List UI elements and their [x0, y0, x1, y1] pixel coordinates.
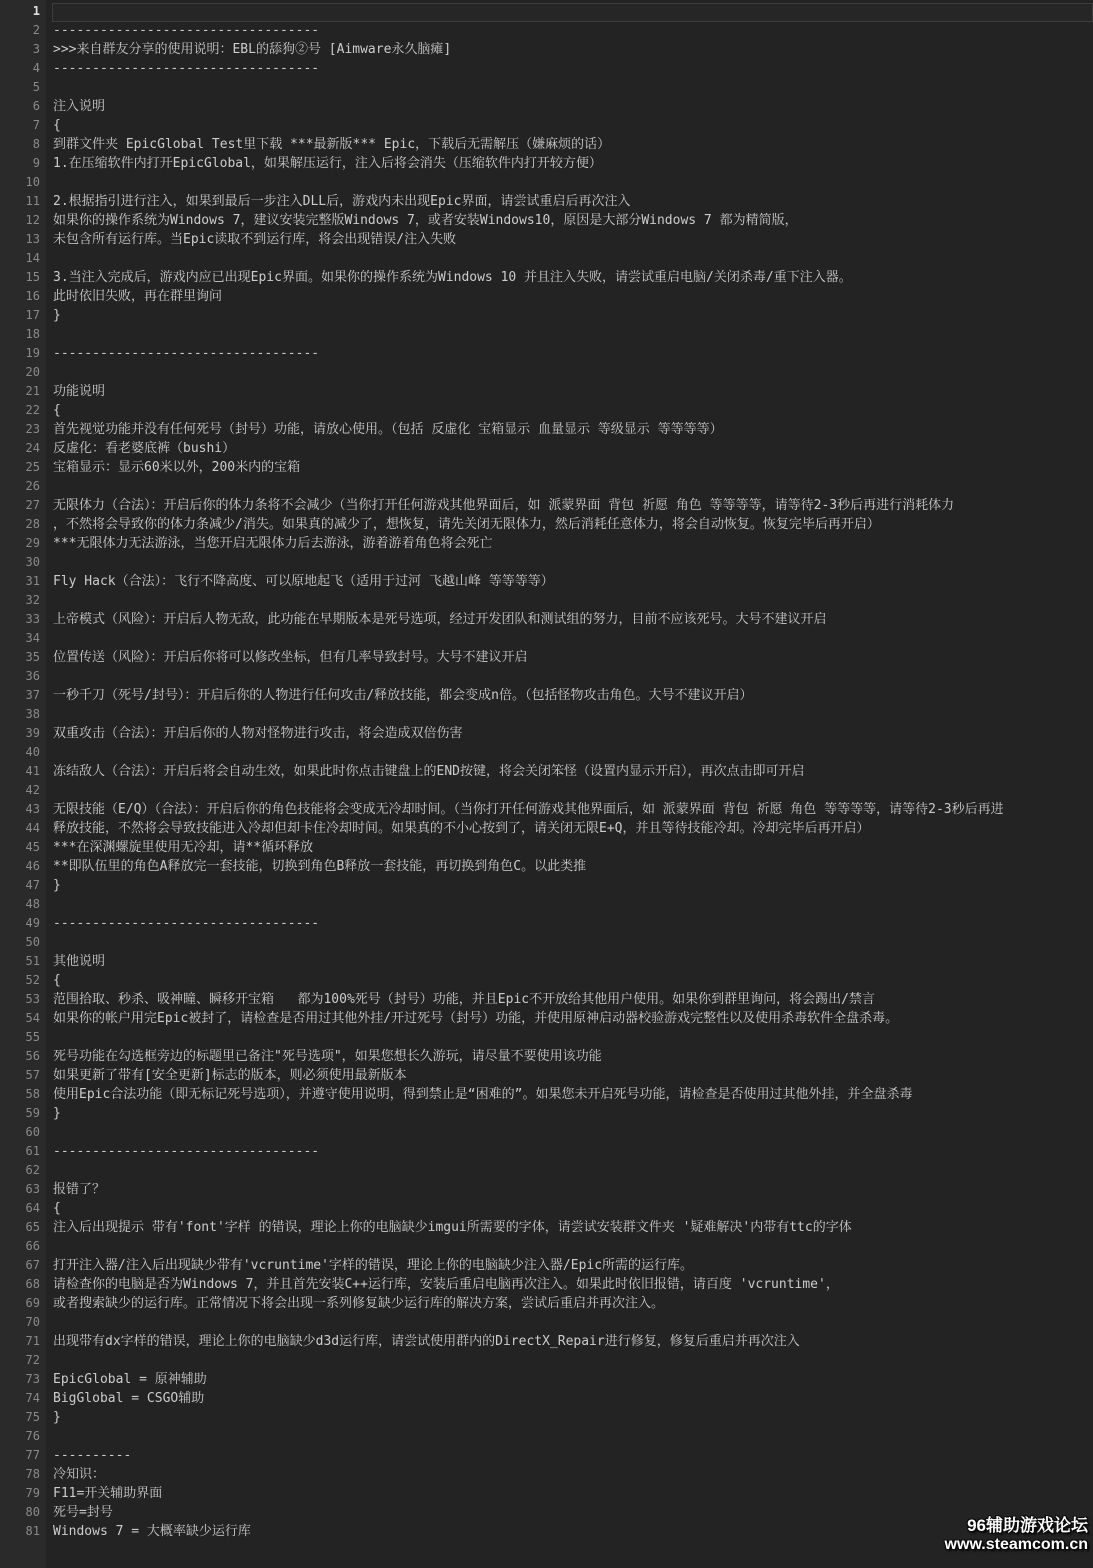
line-number: 52: [25, 973, 40, 987]
line-number: 13: [25, 232, 40, 246]
line-number: 64: [25, 1201, 40, 1215]
code-line[interactable]: [0, 534, 1093, 553]
line-text[interactable]: {: [53, 403, 61, 418]
line-number: 27: [25, 498, 40, 512]
line-text[interactable]: {: [53, 973, 61, 988]
line-number: 63: [25, 1182, 40, 1196]
line-number: 68: [25, 1277, 40, 1291]
code-line[interactable]: [0, 287, 1093, 306]
line-text[interactable]: ----------------------------------: [53, 346, 320, 361]
code-line[interactable]: [0, 1351, 1093, 1370]
line-number: 61: [25, 1144, 40, 1158]
line-number: 38: [25, 707, 40, 721]
line-text[interactable]: 位置传送（风险）：开启后你将可以修改坐标，但有几率导致封号。大号不建议开启: [53, 650, 528, 665]
code-line[interactable]: [0, 591, 1093, 610]
line-number: 2: [32, 23, 40, 37]
code-line[interactable]: [0, 648, 1093, 667]
line-text[interactable]: ***在深渊螺旋里使用无冷却，请**循环释放: [53, 840, 314, 855]
code-line[interactable]: [0, 21, 1093, 40]
code-line[interactable]: [0, 59, 1093, 78]
line-text[interactable]: }: [53, 308, 61, 323]
line-number: 5: [32, 80, 40, 94]
line-number: 37: [25, 688, 40, 702]
line-number: 48: [25, 897, 40, 911]
line-number: 9: [32, 156, 40, 170]
line-text[interactable]: 反虚化：看老婆底裤（bushi）: [53, 441, 236, 456]
line-text[interactable]: 注入后出现提示 带有'font'字样 的错误，理论上你的电脑缺少imgui所需要的字体，请尝试安装群文件夹 '疑难解决'内带有ttc的字体: [53, 1220, 852, 1235]
line-number: 7: [32, 118, 40, 132]
code-line[interactable]: [0, 1427, 1093, 1446]
line-number: 78: [25, 1467, 40, 1481]
code-line[interactable]: [0, 230, 1093, 249]
line-number: 67: [25, 1258, 40, 1272]
code-line[interactable]: [0, 933, 1093, 952]
line-text[interactable]: 出现带有dx字样的错误，理论上你的电脑缺少d3d运行库，请尝试使用群内的DirectX_Repair进行修复，修复后重启并再次注入: [53, 1334, 800, 1349]
line-text[interactable]: 死号=封号: [53, 1505, 113, 1520]
line-number: 24: [25, 441, 40, 455]
line-number: 23: [25, 422, 40, 436]
code-line[interactable]: [0, 914, 1093, 933]
line-number: 43: [25, 802, 40, 816]
line-number: 32: [25, 593, 40, 607]
code-line[interactable]: [0, 1218, 1093, 1237]
line-number: 29: [25, 536, 40, 550]
line-number: 8: [32, 137, 40, 151]
line-text[interactable]: }: [53, 878, 61, 893]
line-number: 65: [25, 1220, 40, 1234]
line-number: 55: [25, 1030, 40, 1044]
line-number: 18: [25, 327, 40, 341]
line-number: 66: [25, 1239, 40, 1253]
line-number: 14: [25, 251, 40, 265]
line-number: 74: [25, 1391, 40, 1405]
code-line[interactable]: [0, 2, 1093, 21]
code-line[interactable]: [0, 135, 1093, 154]
code-line[interactable]: [0, 762, 1093, 781]
line-number: 10: [25, 175, 40, 189]
line-text[interactable]: 未包含所有运行库。当Epic读取不到运行库，将会出现错误/注入失败: [53, 232, 457, 247]
watermark-url: www.steamcom.cn: [944, 1535, 1088, 1553]
line-text[interactable]: 此时依旧失败，再在群里询问: [53, 289, 223, 304]
line-number: 58: [25, 1087, 40, 1101]
line-text[interactable]: 其他说明: [53, 954, 106, 969]
code-line[interactable]: [0, 971, 1093, 990]
code-line[interactable]: [0, 1237, 1093, 1256]
line-text[interactable]: 3.当注入完成后，游戏内应已出现Epic界面。如果你的操作系统为Windows 10 并且注入失败，请尝试重启电脑/关闭杀毒/重下注入器。: [53, 270, 852, 285]
line-number: 42: [25, 783, 40, 797]
code-line[interactable]: [0, 78, 1093, 97]
line-number: 26: [25, 479, 40, 493]
line-text[interactable]: 如果你的操作系统为Windows 7，建议安装完整版Windows 7，或者安装Windows10，原因是大部分Windows 7 都为精简版，: [53, 213, 798, 228]
code-line[interactable]: [0, 1009, 1093, 1028]
code-line[interactable]: [0, 819, 1093, 838]
line-number: 73: [25, 1372, 40, 1386]
line-text[interactable]: 上帝模式（风险）：开启后人物无敌，此功能在早期版本是死号选项，经过开发团队和测试组的努力，目前不应该死号。大号不建议开启: [53, 612, 827, 627]
line-text[interactable]: 1.在压缩软件内打开EpicGlobal，如果解压运行，注入后将会消失（压缩软件内打开较方便）: [53, 156, 602, 171]
line-text[interactable]: {: [53, 118, 61, 133]
code-line[interactable]: [0, 1522, 1093, 1541]
code-line[interactable]: [0, 211, 1093, 230]
line-number: 72: [25, 1353, 40, 1367]
line-number: 79: [25, 1486, 40, 1500]
code-line[interactable]: [0, 1313, 1093, 1332]
code-line[interactable]: [0, 439, 1093, 458]
line-text[interactable]: 如果更新了带有[安全更新]标志的版本，则必须使用最新版本: [53, 1068, 407, 1083]
code-line[interactable]: [0, 97, 1093, 116]
line-text[interactable]: }: [53, 1106, 61, 1121]
line-text[interactable]: 功能说明: [53, 384, 106, 399]
line-text[interactable]: 死号功能在勾选框旁边的标题里已备注"死号选项"，如果您想长久游玩，请尽量不要使用该功能: [53, 1049, 602, 1064]
code-line[interactable]: [0, 154, 1093, 173]
line-number: 70: [25, 1315, 40, 1329]
code-line[interactable]: [0, 838, 1093, 857]
line-number: 31: [25, 574, 40, 588]
code-line[interactable]: [0, 458, 1093, 477]
line-number: 36: [25, 669, 40, 683]
code-line[interactable]: [0, 116, 1093, 135]
line-number: 6: [32, 99, 40, 113]
line-text[interactable]: 释放技能，不然将会导致技能进入冷却但却卡住冷却时间。如果真的不小心按到了，请关闭无限E+Q，并且等待技能冷却。冷却完毕后再开启）: [53, 821, 870, 836]
code-line[interactable]: [0, 743, 1093, 762]
line-number: 81: [25, 1524, 40, 1538]
line-text[interactable]: ----------------------------------: [53, 23, 320, 38]
code-line[interactable]: [0, 705, 1093, 724]
line-text[interactable]: 首先视觉功能并没有任何死号（封号）功能，请放心使用。（包括 反虚化 宝箱显示 血量显示 等级显示 等等等等）: [53, 422, 723, 437]
line-number: 12: [25, 213, 40, 227]
code-line[interactable]: [0, 1180, 1093, 1199]
line-number: 75: [25, 1410, 40, 1424]
code-line[interactable]: [0, 895, 1093, 914]
line-text[interactable]: ----------------------------------: [53, 916, 320, 931]
line-text[interactable]: 到群文件夹 EpicGlobal Test里下载 ***最新版*** Epic，下载后无需解压（嫌麻烦的话）: [53, 137, 611, 152]
line-number: 46: [25, 859, 40, 873]
code-line[interactable]: [0, 667, 1093, 686]
code-line[interactable]: [0, 686, 1093, 705]
code-line[interactable]: [0, 325, 1093, 344]
code-line[interactable]: [0, 1408, 1093, 1427]
line-number: 30: [25, 555, 40, 569]
code-line[interactable]: [0, 344, 1093, 363]
line-number: 45: [25, 840, 40, 854]
code-line[interactable]: [0, 477, 1093, 496]
line-text[interactable]: Fly Hack（合法）：飞行不降高度、可以原地起飞（适用于过河 飞越山峰 等等等等）: [53, 574, 554, 589]
line-text[interactable]: 无限技能（E/Q）（合法）：开启后你的角色技能将会变成无冷却时间。（当你打开任何游戏其他界面后，如 派蒙界面 背包 祈愿 角色 等等等等，请等待2-3秒后再进: [53, 802, 1004, 817]
line-text[interactable]: ，不然将会导致你的体力条减少/消失。如果真的减少了，想恢复，请先关闭无限体力，然后消耗任意体力，将会自动恢复。恢复完毕后再开启）: [53, 517, 880, 532]
line-number: 35: [25, 650, 40, 664]
code-line[interactable]: [0, 1332, 1093, 1351]
line-text[interactable]: 无限体力（合法）：开启后你的体力条将不会减少（当你打开任何游戏其他界面后，如 派蒙界面 背包 祈愿 角色 等等等等，请等待2-3秒后再进行消耗体力: [53, 498, 955, 513]
line-number: 57: [25, 1068, 40, 1082]
line-text[interactable]: 报错了？: [53, 1182, 106, 1197]
line-text[interactable]: ----------: [53, 1448, 132, 1463]
line-text[interactable]: 一秒千刀（死号/封号）：开启后你的人物进行任何攻击/释放技能，都会变成n倍。（包括怪物攻击角色。大号不建议开启）: [53, 688, 753, 703]
line-number: 59: [25, 1106, 40, 1120]
line-number: 60: [25, 1125, 40, 1139]
line-text[interactable]: 2.根据指引进行注入，如果到最后一步注入DLL后，游戏内未出现Epic界面，请尝试重启后再次注入: [53, 194, 631, 209]
line-number: 40: [25, 745, 40, 759]
line-number: 62: [25, 1163, 40, 1177]
code-line[interactable]: [0, 1465, 1093, 1484]
watermark: [945, 1516, 1088, 1554]
line-number: 16: [25, 289, 40, 303]
code-line[interactable]: [0, 1123, 1093, 1142]
code-line[interactable]: [0, 40, 1093, 59]
line-number: 25: [25, 460, 40, 474]
code-line[interactable]: [0, 1275, 1093, 1294]
code-line[interactable]: [0, 1028, 1093, 1047]
line-number: 80: [25, 1505, 40, 1519]
line-number: 51: [25, 954, 40, 968]
line-text[interactable]: BigGlobal = CSGO辅助: [53, 1391, 205, 1406]
line-number: 3: [32, 42, 40, 56]
line-number: 1: [32, 4, 40, 18]
code-line[interactable]: [0, 952, 1093, 971]
line-number: 33: [25, 612, 40, 626]
code-line[interactable]: [0, 496, 1093, 515]
line-number: 39: [25, 726, 40, 740]
line-text[interactable]: **即队伍里的角色A释放完一套技能，切换到角色B释放一套技能，再切换到角色C。以此类推: [53, 859, 587, 874]
line-text[interactable]: 或者搜索缺少的运行库。正常情况下将会出现一系列修复缺少运行库的解决方案，尝试后重启并再次注入。: [53, 1296, 665, 1311]
code-line[interactable]: [0, 1389, 1093, 1408]
code-line[interactable]: [0, 192, 1093, 211]
code-line[interactable]: [0, 553, 1093, 572]
code-line[interactable]: [0, 382, 1093, 401]
line-number: 34: [25, 631, 40, 645]
line-number: 77: [25, 1448, 40, 1462]
line-number: 49: [25, 916, 40, 930]
code-line[interactable]: [0, 1446, 1093, 1465]
code-line[interactable]: [0, 173, 1093, 192]
line-text[interactable]: 如果你的帐户用完Epic被封了，请检查是否用过其他外挂/开过死号（封号）功能，并使用原神启动器校验游戏完整性以及使用杀毒软件全盘杀毒。: [53, 1011, 899, 1026]
line-number: 11: [25, 194, 40, 208]
code-line[interactable]: [0, 1161, 1093, 1180]
line-text[interactable]: ----------------------------------: [53, 1144, 320, 1159]
code-line[interactable]: [0, 724, 1093, 743]
code-line[interactable]: [0, 1370, 1093, 1389]
line-number: 56: [25, 1049, 40, 1063]
line-text[interactable]: 宝箱显示：显示60米以外，200米内的宝箱: [53, 460, 301, 475]
line-number: 19: [25, 346, 40, 360]
code-line[interactable]: [0, 857, 1093, 876]
line-number: 20: [25, 365, 40, 379]
line-text[interactable]: F11=开关辅助界面: [53, 1486, 163, 1501]
line-text[interactable]: ***无限体力无法游泳，当您开启无限体力后去游泳，游着游着角色将会死亡: [53, 536, 493, 551]
line-text[interactable]: {: [53, 1201, 61, 1216]
line-text[interactable]: >>>来自群友分享的使用说明：EBL的舔狗②号 [Aimware永久脑瘫]: [53, 42, 452, 57]
code-line[interactable]: [0, 1085, 1093, 1104]
line-number: 28: [25, 517, 40, 531]
code-line[interactable]: [0, 1104, 1093, 1123]
watermark-title: 96辅助游戏论坛: [967, 1516, 1088, 1536]
line-number: 53: [25, 992, 40, 1006]
line-number: 54: [25, 1011, 40, 1025]
line-text[interactable]: 范围拾取、秒杀、吸神瞳、瞬移开宝箱 都为100%死号（封号）功能，并且Epic不开放给其他用户使用。如果你到群里询问，将会踢出/禁言: [53, 992, 875, 1007]
line-text[interactable]: 打开注入器/注入后出现缺少带有'vcruntime'字样的错误，理论上你的电脑缺少注入器/Epic所需的运行库。: [53, 1258, 694, 1273]
line-number: 69: [25, 1296, 40, 1310]
line-number: 71: [25, 1334, 40, 1348]
line-number: 50: [25, 935, 40, 949]
line-number: 47: [25, 878, 40, 892]
line-number: 44: [25, 821, 40, 835]
code-line[interactable]: [0, 401, 1093, 420]
code-line[interactable]: [0, 800, 1093, 819]
code-line[interactable]: [0, 1199, 1093, 1218]
code-line[interactable]: [0, 1294, 1093, 1313]
code-line[interactable]: [0, 1256, 1093, 1275]
line-number: 22: [25, 403, 40, 417]
code-line[interactable]: [0, 515, 1093, 534]
line-text[interactable]: Windows 7 = 大概率缺少运行库: [53, 1524, 251, 1539]
line-number: 41: [25, 764, 40, 778]
code-line[interactable]: [0, 420, 1093, 439]
code-line[interactable]: [0, 610, 1093, 629]
code-line[interactable]: [0, 1142, 1093, 1161]
line-text[interactable]: 冷知识：: [53, 1467, 106, 1482]
line-number: 15: [25, 270, 40, 284]
code-line[interactable]: [0, 249, 1093, 268]
line-number: 4: [32, 61, 40, 75]
line-text[interactable]: ----------------------------------: [53, 61, 320, 76]
code-line[interactable]: [0, 629, 1093, 648]
code-line[interactable]: [0, 1484, 1093, 1503]
code-line[interactable]: [0, 990, 1093, 1009]
code-line[interactable]: [0, 268, 1093, 287]
code-line[interactable]: [0, 1503, 1093, 1522]
line-text[interactable]: EpicGlobal = 原神辅助: [53, 1372, 207, 1387]
line-text[interactable]: 冻结敌人（合法）：开启后将会自动生效，如果此时你点击键盘上的END按键，将会关闭笨怪（设置内显示开启），再次点击即可开启: [53, 764, 805, 779]
code-line[interactable]: [0, 876, 1093, 895]
line-text[interactable]: }: [53, 1410, 61, 1425]
line-number: 21: [25, 384, 40, 398]
code-line[interactable]: [0, 572, 1093, 591]
line-text[interactable]: 使用Epic合法功能（即无标记死号选项），并遵守使用说明，得到禁止是“困难的”。如果您未开启死号功能，请检查是否使用过其他外挂，并全盘杀毒: [53, 1087, 913, 1102]
line-number: 76: [25, 1429, 40, 1443]
code-line[interactable]: [0, 1047, 1093, 1066]
code-line[interactable]: [0, 363, 1093, 382]
line-text[interactable]: 双重攻击（合法）：开启后你的人物对怪物进行攻击，将会造成双倍伤害: [53, 726, 463, 741]
line-text[interactable]: 注入说明: [53, 99, 106, 114]
code-line[interactable]: [0, 306, 1093, 325]
code-line[interactable]: [0, 781, 1093, 800]
line-text[interactable]: 请检查你的电脑是否为Windows 7，并且首先安装C++运行库，安装后重启电脑再次注入。如果此时依旧报错，请百度 'vcruntime'，: [53, 1277, 839, 1292]
line-number: 17: [25, 308, 40, 322]
code-lines: [0, 2, 1093, 1541]
code-line[interactable]: [0, 1066, 1093, 1085]
